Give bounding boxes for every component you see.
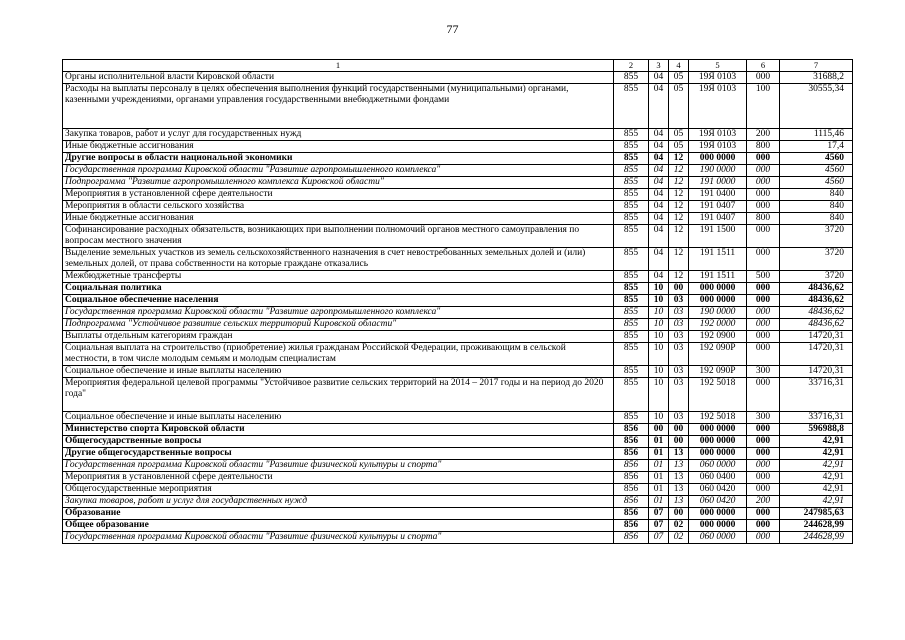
expense-type-cell: 800 [747,141,780,153]
target-article-cell: 19Я 0103 [689,84,747,129]
expense-name-cell: Государственная программа Кировской области "Развитие физической культуры и спорта" [63,532,614,544]
expense-name-cell: Расходы на выплаты персоналу в целях обеспечения выполнения функций государственными (муниципальными) органами, казенными учреждениями, органами управления государственными внебюджетными фондами [63,84,614,129]
amount-cell: 1115,46 [780,129,853,141]
section-code-cell: 10 [649,412,669,424]
expense-type-cell: 000 [747,165,780,177]
expense-name-cell: Социальная выплата на строительство (приобретение) жилья гражданам Российской Федерации, проживающим в сельской местности, в том числе молодым семьям и молодым специалистам [63,343,614,366]
table-row [63,153,853,165]
expense-name-cell: Государственная программа Кировской области "Развитие физической культуры и спорта" [63,460,614,472]
subsection-code-cell: 05 [669,84,689,129]
section-code-cell: 04 [649,72,669,84]
table-row [63,460,853,472]
table-row [63,331,853,343]
amount-cell: 840 [780,189,853,201]
section-code-cell: 04 [649,153,669,165]
amount-cell: 42,91 [780,496,853,508]
target-article-cell: 192 0900 [689,331,747,343]
expense-name-cell: Социальное обеспечение и иные выплаты населению [63,412,614,424]
expense-type-cell: 000 [747,201,780,213]
amount-cell: 244628,99 [780,532,853,544]
amount-cell: 14720,31 [780,366,853,378]
ministry-code-cell: 856 [614,508,649,520]
expense-type-cell: 200 [747,129,780,141]
ministry-code-cell: 855 [614,307,649,319]
subsection-code-cell: 12 [669,153,689,165]
expense-type-cell: 200 [747,496,780,508]
expense-name-cell: Общегосударственные мероприятия [63,484,614,496]
expense-name-cell: Мероприятия федеральной целевой программы "Устойчивое развитие сельских территорий на 2014 – 2017 годы и на период до 2020 года" [63,378,614,412]
ministry-code-cell: 855 [614,248,649,271]
target-article-cell: 060 0000 [689,460,747,472]
expense-type-cell: 500 [747,271,780,283]
target-article-cell: 191 1511 [689,248,747,271]
target-article-cell: 060 0400 [689,472,747,484]
ministry-code-cell: 856 [614,424,649,436]
expense-type-cell: 000 [747,472,780,484]
amount-cell: 14720,31 [780,343,853,366]
ministry-code-cell: 855 [614,343,649,366]
section-code-cell: 10 [649,319,669,331]
amount-cell: 48436,62 [780,283,853,295]
expense-type-cell: 100 [747,84,780,129]
expense-type-cell: 000 [747,248,780,271]
section-code-cell: 01 [649,460,669,472]
ministry-code-cell: 856 [614,448,649,460]
ministry-code-cell: 855 [614,129,649,141]
subsection-code-cell: 12 [669,271,689,283]
expense-name-cell: Закупка товаров, работ и услуг для государственных нужд [63,129,614,141]
expense-name-cell: Органы исполнительной власти Кировской области [63,72,614,84]
target-article-cell: 191 0400 [689,189,747,201]
subsection-code-cell: 05 [669,141,689,153]
table-row [63,72,853,84]
expense-type-cell: 000 [747,532,780,544]
header-cell: 1 [63,60,614,72]
section-code-cell: 10 [649,331,669,343]
amount-cell: 4560 [780,153,853,165]
expense-name-cell: Иные бюджетные ассигнования [63,141,614,153]
expense-name-cell: Государственная программа Кировской области "Развитие агропромышленного комплекса" [63,307,614,319]
expense-type-cell: 800 [747,213,780,225]
ministry-code-cell: 855 [614,141,649,153]
amount-cell: 14720,31 [780,331,853,343]
section-code-cell: 10 [649,366,669,378]
target-article-cell: 192 090Р [689,366,747,378]
target-article-cell: 192 0000 [689,319,747,331]
amount-cell: 42,91 [780,484,853,496]
expense-name-cell: Общегосударственные вопросы [63,436,614,448]
expense-name-cell: Подпрограмма "Развитие агропромышленного комплекса Кировской области" [63,177,614,189]
expense-name-cell: Образование [63,508,614,520]
target-article-cell: 192 090Р [689,343,747,366]
amount-cell: 33716,31 [780,378,853,412]
amount-cell: 4560 [780,165,853,177]
table-row [63,165,853,177]
target-article-cell: 000 0000 [689,448,747,460]
section-code-cell: 10 [649,378,669,412]
target-article-cell: 190 0000 [689,165,747,177]
target-article-cell: 191 0407 [689,201,747,213]
expense-name-cell: Министерство спорта Кировской области [63,424,614,436]
amount-cell: 247985,63 [780,508,853,520]
ministry-code-cell: 855 [614,153,649,165]
section-code-cell: 07 [649,532,669,544]
table-row [63,225,853,248]
table-row [63,141,853,153]
section-code-cell: 10 [649,307,669,319]
expense-name-cell: Социальное обеспечение и иные выплаты населению [63,366,614,378]
expense-name-cell: Межбюджетные трансферты [63,271,614,283]
ministry-code-cell: 856 [614,532,649,544]
expense-name-cell: Государственная программа Кировской области "Развитие агропромышленного комплекса" [63,165,614,177]
section-code-cell: 04 [649,213,669,225]
table-body [63,60,853,544]
header-cell: 5 [689,60,747,72]
table-row [63,177,853,189]
target-article-cell: 060 0000 [689,532,747,544]
expense-type-cell: 000 [747,424,780,436]
subsection-code-cell: 12 [669,189,689,201]
amount-cell: 3720 [780,225,853,248]
table-row [63,496,853,508]
expense-type-cell: 300 [747,412,780,424]
subsection-code-cell: 13 [669,448,689,460]
section-code-cell: 04 [649,189,669,201]
header-cell: 3 [649,60,669,72]
expense-type-cell: 000 [747,283,780,295]
expense-name-cell: Социальная политика [63,283,614,295]
ministry-code-cell: 856 [614,472,649,484]
subsection-code-cell: 00 [669,283,689,295]
amount-cell: 42,91 [780,448,853,460]
target-article-cell: 000 0000 [689,283,747,295]
amount-cell: 4560 [780,177,853,189]
expense-name-cell: Выделение земельных участков из земель сельскохозяйственного назначения в счет невостребованных земельных долей и (или) земельных долей, от права собственности на которые граждане отказались [63,248,614,271]
expense-name-cell: Выплаты отдельным категориям граждан [63,331,614,343]
table-row [63,484,853,496]
expense-type-cell: 000 [747,436,780,448]
section-code-cell: 04 [649,165,669,177]
section-code-cell: 01 [649,484,669,496]
target-article-cell: 191 1511 [689,271,747,283]
amount-cell: 42,91 [780,472,853,484]
table-row [63,248,853,271]
table-row [63,129,853,141]
target-article-cell: 060 0420 [689,496,747,508]
subsection-code-cell: 13 [669,484,689,496]
section-code-cell: 04 [649,271,669,283]
subsection-code-cell: 13 [669,496,689,508]
section-code-cell: 04 [649,248,669,271]
section-code-cell: 01 [649,496,669,508]
table-row [63,271,853,283]
target-article-cell: 19Я 0103 [689,129,747,141]
amount-cell: 33716,31 [780,412,853,424]
expense-name-cell: Другие вопросы в области национальной экономики [63,153,614,165]
table-row [63,436,853,448]
target-article-cell: 192 5018 [689,378,747,412]
table-row [63,508,853,520]
ministry-code-cell: 855 [614,201,649,213]
ministry-code-cell: 856 [614,520,649,532]
subsection-code-cell: 12 [669,201,689,213]
table-row [63,378,853,412]
header-cell: 2 [614,60,649,72]
header-cell: 7 [780,60,853,72]
table-row [63,472,853,484]
table-row [63,283,853,295]
subsection-code-cell: 00 [669,424,689,436]
subsection-code-cell: 00 [669,436,689,448]
expense-name-cell: Софинансирование расходных обязательств, возникающих при выполнении полномочий органов местного самоуправления по вопросам местного значения [63,225,614,248]
amount-cell: 42,91 [780,460,853,472]
section-code-cell: 04 [649,201,669,213]
expense-type-cell: 000 [747,72,780,84]
ministry-code-cell: 855 [614,189,649,201]
table-row [63,366,853,378]
section-code-cell: 04 [649,141,669,153]
expense-type-cell: 000 [747,307,780,319]
ministry-code-cell: 855 [614,84,649,129]
expense-type-cell: 000 [747,177,780,189]
subsection-code-cell: 12 [669,177,689,189]
table-row [63,295,853,307]
amount-cell: 31688,2 [780,72,853,84]
target-article-cell: 000 0000 [689,295,747,307]
expense-type-cell: 000 [747,189,780,201]
subsection-code-cell: 03 [669,331,689,343]
subsection-code-cell: 03 [669,378,689,412]
amount-cell: 17,4 [780,141,853,153]
section-code-cell: 07 [649,520,669,532]
subsection-code-cell: 13 [669,460,689,472]
target-article-cell: 000 0000 [689,508,747,520]
subsection-code-cell: 03 [669,319,689,331]
section-code-cell: 04 [649,225,669,248]
table-row [63,448,853,460]
header-row [63,60,853,72]
expense-type-cell: 000 [747,331,780,343]
section-code-cell: 07 [649,508,669,520]
expense-type-cell: 300 [747,366,780,378]
subsection-code-cell: 03 [669,366,689,378]
expense-type-cell: 000 [747,343,780,366]
section-code-cell: 10 [649,295,669,307]
expense-type-cell: 000 [747,460,780,472]
amount-cell: 3720 [780,271,853,283]
table-row [63,213,853,225]
section-code-cell: 10 [649,283,669,295]
ministry-code-cell: 855 [614,72,649,84]
target-article-cell: 192 5018 [689,412,747,424]
ministry-code-cell: 856 [614,436,649,448]
table-row [63,307,853,319]
ministry-code-cell: 855 [614,331,649,343]
target-article-cell: 000 0000 [689,153,747,165]
ministry-code-cell: 855 [614,412,649,424]
expense-name-cell: Подпрограмма "Устойчивое развитие сельских территорий Кировской области" [63,319,614,331]
expense-type-cell: 000 [747,295,780,307]
ministry-code-cell: 855 [614,225,649,248]
subsection-code-cell: 12 [669,213,689,225]
subsection-code-cell: 12 [669,248,689,271]
amount-cell: 48436,62 [780,319,853,331]
target-article-cell: 000 0000 [689,436,747,448]
section-code-cell: 01 [649,448,669,460]
header-cell: 4 [669,60,689,72]
section-code-cell: 04 [649,177,669,189]
expense-name-cell: Общее образование [63,520,614,532]
amount-cell: 48436,62 [780,307,853,319]
subsection-code-cell: 12 [669,225,689,248]
amount-cell: 244628,99 [780,520,853,532]
subsection-code-cell: 12 [669,165,689,177]
table-row [63,84,853,129]
expense-type-cell: 000 [747,520,780,532]
subsection-code-cell: 03 [669,295,689,307]
expense-type-cell: 000 [747,319,780,331]
amount-cell: 3720 [780,248,853,271]
expense-name-cell: Мероприятия в установленной сфере деятельности [63,472,614,484]
subsection-code-cell: 02 [669,520,689,532]
amount-cell: 48436,62 [780,295,853,307]
expense-type-cell: 000 [747,153,780,165]
amount-cell: 596988,8 [780,424,853,436]
header-cell: 6 [747,60,780,72]
target-article-cell: 191 1500 [689,225,747,248]
target-article-cell: 190 0000 [689,307,747,319]
subsection-code-cell: 05 [669,129,689,141]
expense-name-cell: Мероприятия в установленной сфере деятельности [63,189,614,201]
expense-name-cell: Закупка товаров, работ и услуг для государственных нужд [63,496,614,508]
amount-cell: 42,91 [780,436,853,448]
ministry-code-cell: 856 [614,484,649,496]
expense-name-cell: Иные бюджетные ассигнования [63,213,614,225]
table-row [63,520,853,532]
table-row [63,343,853,366]
expense-type-cell: 000 [747,448,780,460]
subsection-code-cell: 03 [669,307,689,319]
budget-table [62,59,853,544]
table-row [63,189,853,201]
expense-type-cell: 000 [747,225,780,248]
target-article-cell: 19Я 0103 [689,72,747,84]
ministry-code-cell: 855 [614,213,649,225]
ministry-code-cell: 855 [614,319,649,331]
ministry-code-cell: 855 [614,378,649,412]
target-article-cell: 060 0420 [689,484,747,496]
section-code-cell: 04 [649,129,669,141]
subsection-code-cell: 03 [669,412,689,424]
expense-type-cell: 000 [747,508,780,520]
expense-name-cell: Другие общегосударственные вопросы [63,448,614,460]
target-article-cell: 19Я 0103 [689,141,747,153]
target-article-cell: 000 0000 [689,520,747,532]
table-row [63,412,853,424]
table-row [63,424,853,436]
subsection-code-cell: 13 [669,472,689,484]
section-code-cell: 00 [649,424,669,436]
expense-name-cell: Социальное обеспечение населения [63,295,614,307]
expense-type-cell: 000 [747,484,780,496]
ministry-code-cell: 855 [614,177,649,189]
section-code-cell: 10 [649,343,669,366]
table-row [63,319,853,331]
target-article-cell: 191 0000 [689,177,747,189]
ministry-code-cell: 856 [614,496,649,508]
subsection-code-cell: 03 [669,343,689,366]
ministry-code-cell: 855 [614,283,649,295]
page-number: 77 [446,22,459,36]
section-code-cell: 04 [649,84,669,129]
ministry-code-cell: 855 [614,295,649,307]
ministry-code-cell: 855 [614,165,649,177]
section-code-cell: 01 [649,436,669,448]
expense-type-cell: 000 [747,378,780,412]
ministry-code-cell: 856 [614,460,649,472]
amount-cell: 840 [780,201,853,213]
subsection-code-cell: 00 [669,508,689,520]
target-article-cell: 000 0000 [689,424,747,436]
section-code-cell: 01 [649,472,669,484]
ministry-code-cell: 855 [614,271,649,283]
subsection-code-cell: 02 [669,532,689,544]
amount-cell: 840 [780,213,853,225]
table-row [63,532,853,544]
ministry-code-cell: 855 [614,366,649,378]
target-article-cell: 191 0407 [689,213,747,225]
subsection-code-cell: 05 [669,72,689,84]
expense-name-cell: Мероприятия в области сельского хозяйства [63,201,614,213]
table-row [63,201,853,213]
amount-cell: 30555,34 [780,84,853,129]
